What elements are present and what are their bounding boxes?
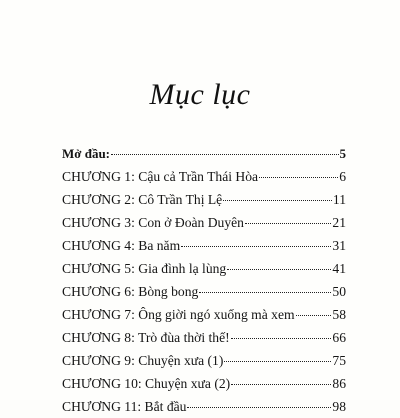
toc-dot-leader	[296, 314, 332, 316]
toc-dot-leader	[259, 176, 338, 178]
page-title: Mục lục	[149, 78, 251, 111]
toc-dot-leader	[199, 291, 331, 293]
toc-entry	[62, 188, 346, 211]
toc-entry	[62, 234, 346, 257]
toc-entry-label: Mở đầu:	[62, 146, 111, 161]
toc-entry	[62, 211, 346, 234]
toc-entry-page: 75	[332, 353, 346, 368]
toc-entry	[62, 326, 346, 349]
toc-entry	[62, 303, 346, 326]
toc-dot-leader	[224, 360, 331, 362]
toc-dot-leader	[111, 153, 338, 155]
toc-entry-page: 5	[339, 146, 346, 161]
toc-entry	[62, 280, 346, 303]
toc-entry-label: CHƯƠNG 1: Cậu cả Trần Thái Hòa	[62, 169, 259, 184]
toc-entry-page: 21	[332, 215, 346, 230]
toc-dot-leader	[231, 383, 331, 385]
toc-entry-page: 58	[332, 307, 346, 322]
toc-dot-leader	[245, 222, 331, 224]
toc-entry-page: 41	[332, 261, 346, 276]
toc-entry	[62, 395, 346, 418]
toc-dot-leader	[181, 245, 331, 247]
toc-entry-page: 6	[339, 169, 346, 184]
toc-entry-page: 86	[332, 376, 346, 391]
toc-dot-leader	[223, 199, 332, 201]
toc-entry-page: 11	[332, 192, 346, 207]
toc-entry-page: 66	[332, 330, 346, 345]
toc-entry-label: CHƯƠNG 3: Con ở Đoàn Duyên	[62, 215, 244, 230]
toc-entry	[62, 372, 346, 395]
toc-entry-label: CHƯƠNG 2: Cô Trần Thị Lệ	[62, 192, 223, 207]
toc-dot-leader	[231, 337, 332, 339]
toc-dot-leader	[187, 406, 331, 408]
toc-entry-page: 98	[332, 399, 346, 414]
toc-entry-page: 50	[332, 284, 346, 299]
toc-entry-label: CHƯƠNG 9: Chuyện xưa (1)	[62, 353, 224, 368]
toc-entry-label: CHƯƠNG 7: Ông giời ngó xuống mà xem	[62, 307, 295, 322]
toc-entry	[62, 165, 346, 188]
toc-dot-leader	[227, 268, 331, 270]
toc-entry-label: CHƯƠNG 8: Trò đùa thời thế!	[62, 330, 230, 345]
table-of-contents	[62, 142, 346, 418]
toc-entry-label: CHƯƠNG 10: Chuyện xưa (2)	[62, 376, 231, 391]
toc-entry-label: CHƯƠNG 4: Ba năm	[62, 238, 181, 253]
toc-entry-label: CHƯƠNG 11: Bắt đầu	[62, 399, 187, 414]
toc-entry-label: CHƯƠNG 5: Gia đình lạ lùng	[62, 261, 227, 276]
toc-entry	[62, 257, 346, 280]
toc-entry	[62, 142, 346, 165]
toc-entry-label: CHƯƠNG 6: Bòng bong	[62, 284, 199, 299]
toc-entry	[62, 349, 346, 372]
toc-entry-page: 31	[332, 238, 346, 253]
